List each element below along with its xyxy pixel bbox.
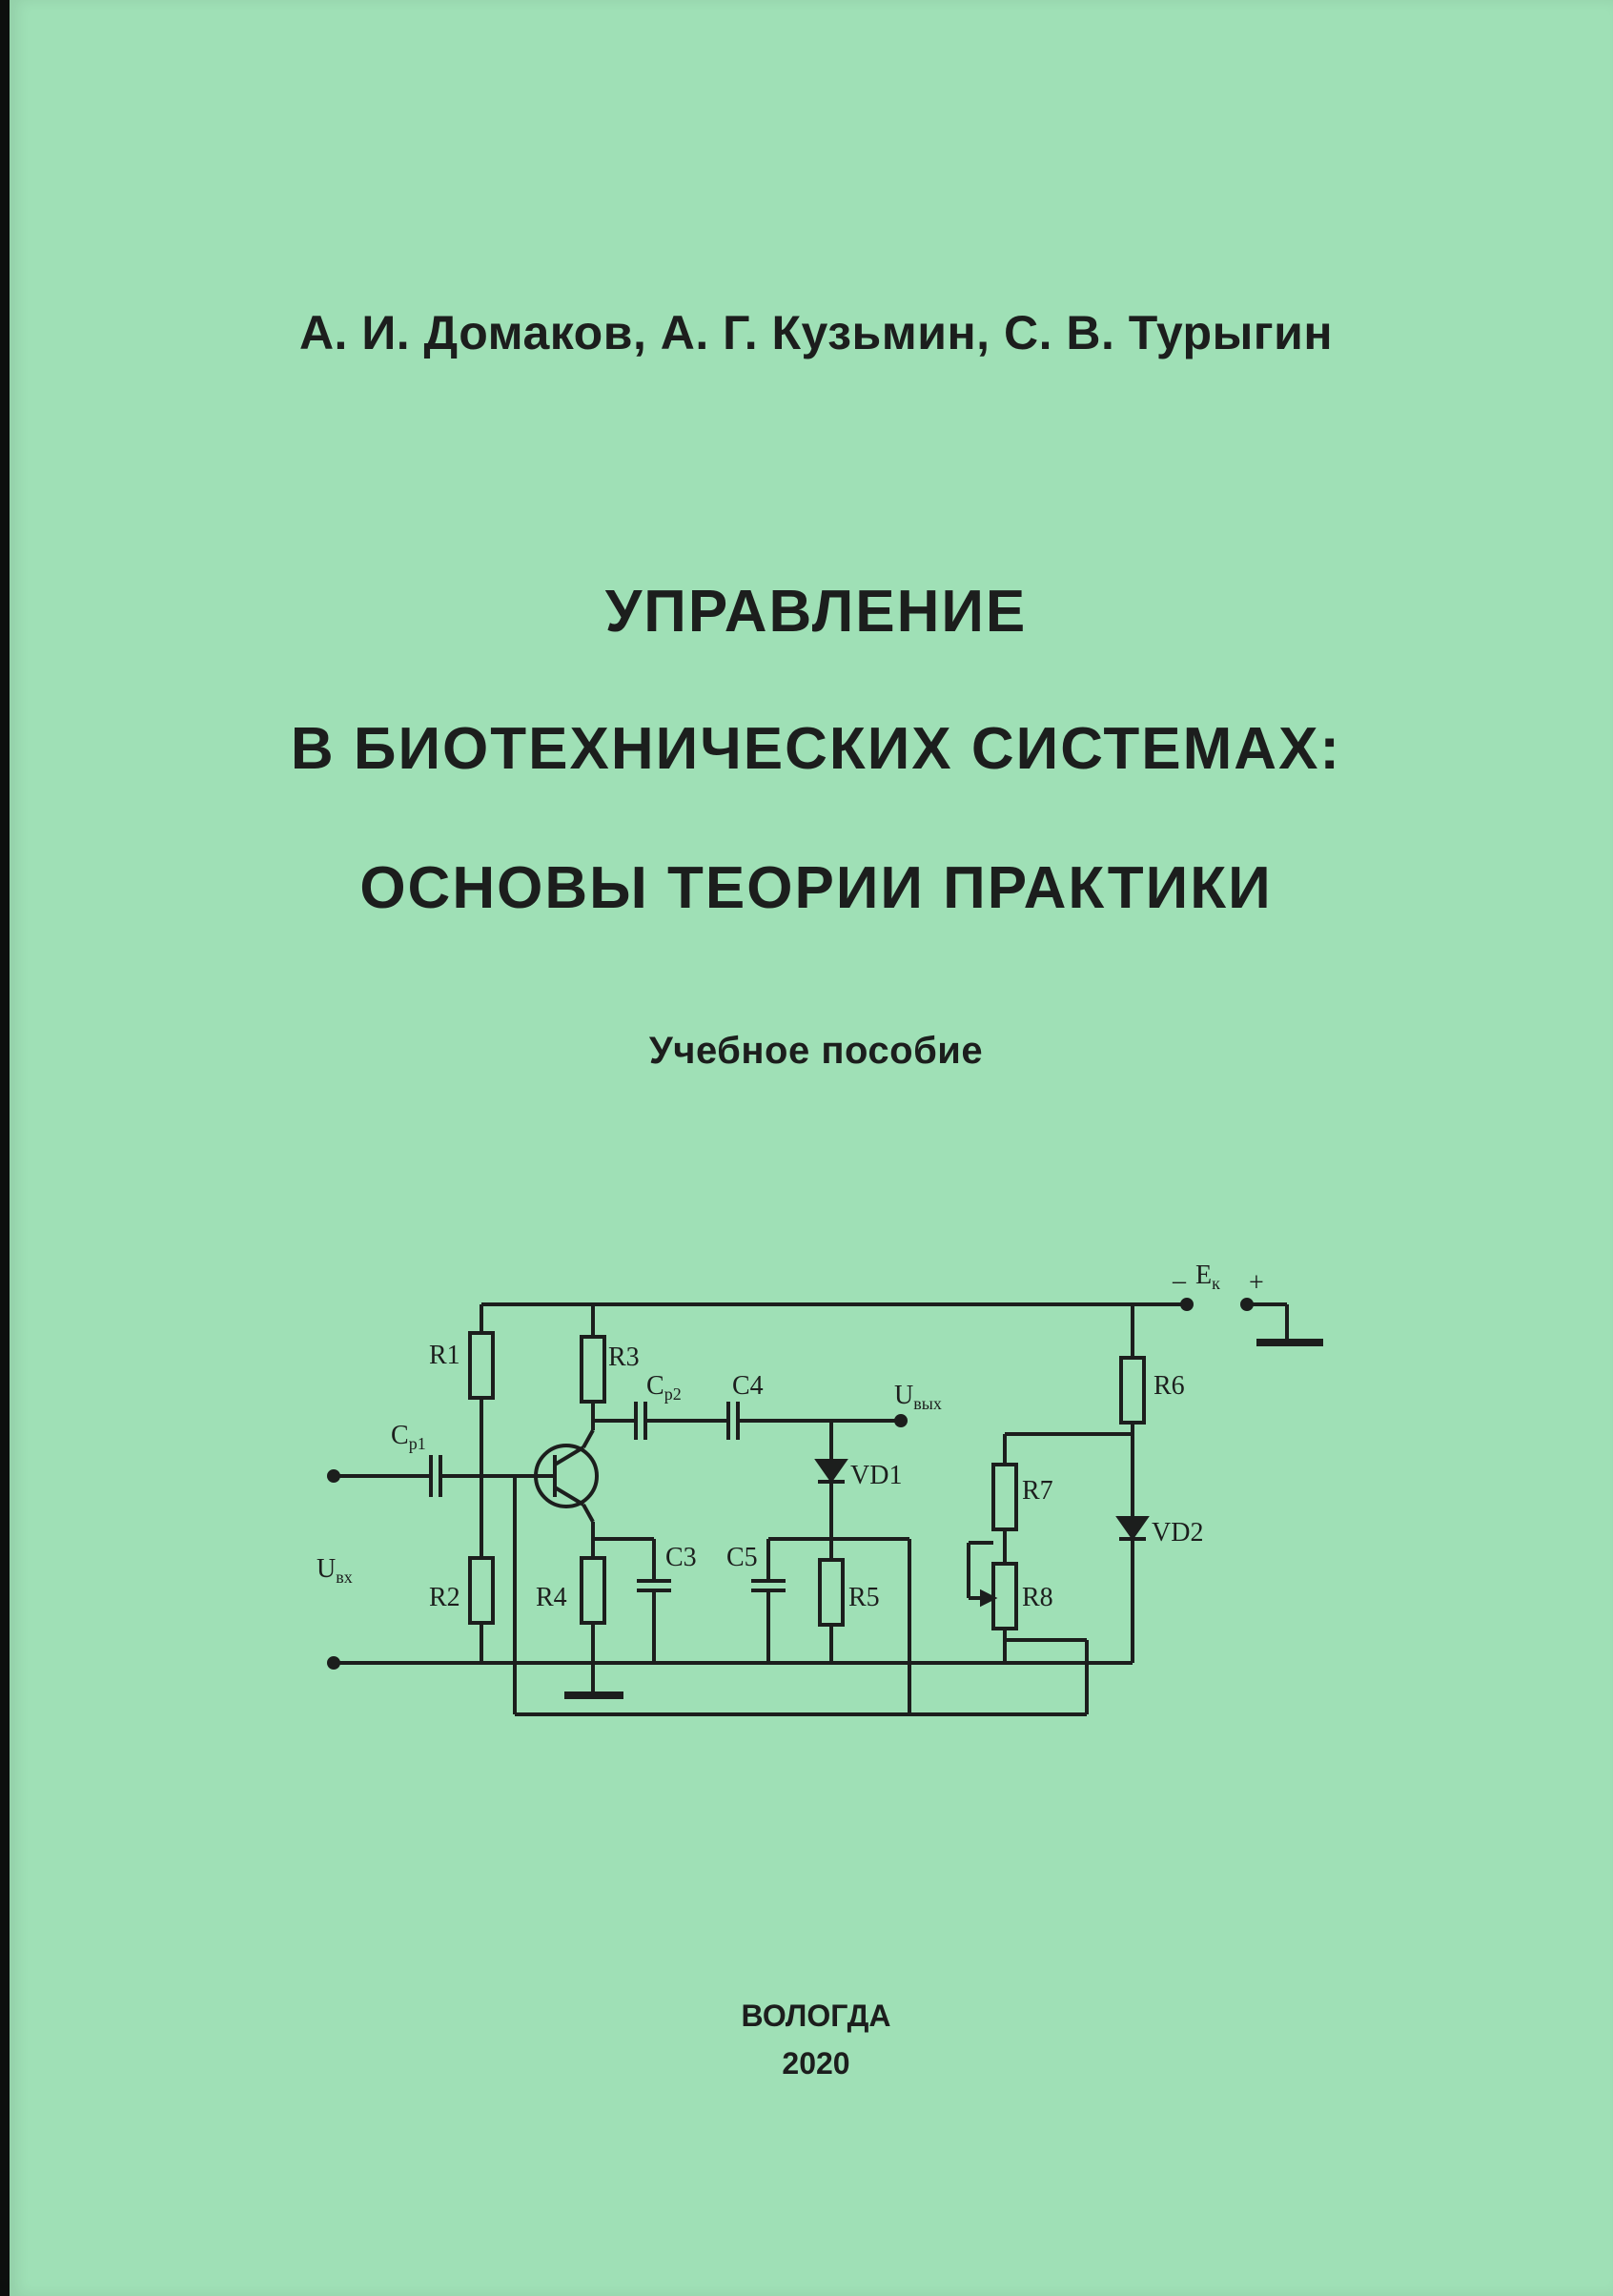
label-minus: – <box>1173 1266 1186 1296</box>
label-cp1: $C_{p1}$ <box>391 1421 426 1453</box>
label-cp2: $C_{p2}$ <box>646 1371 682 1404</box>
label-r2: R2 <box>429 1583 460 1612</box>
subtitle: Учебное пособие <box>648 1030 984 1072</box>
label-r5: R5 <box>848 1583 880 1612</box>
resistor-r8-symbol <box>993 1564 1016 1629</box>
resistor-r3-symbol <box>582 1337 604 1402</box>
label-r8: R8 <box>1022 1583 1053 1612</box>
label-u-out: $U_{вых}$ <box>894 1381 942 1413</box>
label-vd2: VD2 <box>1152 1518 1204 1548</box>
publication-year: 2020 <box>782 2046 850 2081</box>
label-r3: R3 <box>608 1343 640 1372</box>
publication-city: ВОЛОГДА <box>741 1999 891 2033</box>
resistor-r6-symbol <box>1121 1358 1144 1423</box>
label-plus: + <box>1249 1268 1264 1298</box>
label-r7: R7 <box>1022 1476 1053 1506</box>
label-c4: C4 <box>732 1371 764 1401</box>
title-line-1: УПРАВЛЕНИЕ <box>604 579 1028 645</box>
label-c3: C3 <box>665 1543 697 1572</box>
circuit-schematic <box>296 1259 1363 1754</box>
label-c5: C5 <box>726 1543 758 1572</box>
label-r6: R6 <box>1154 1371 1185 1401</box>
resistor-r2-symbol <box>470 1558 493 1623</box>
resistor-r1-symbol <box>470 1333 493 1398</box>
resistor-r5-symbol <box>820 1560 843 1625</box>
label-ek: $E_к$ <box>1195 1261 1220 1293</box>
title-line-3: ОСНОВЫ ТЕОРИИ ПРАКТИКИ <box>359 855 1273 921</box>
resistor-r7-symbol <box>993 1465 1016 1529</box>
title-line-2: В БИОТЕХНИЧЕСКИХ СИСТЕМАХ: <box>290 716 1342 782</box>
label-r4: R4 <box>536 1583 567 1612</box>
authors: А. И. Домаков, А. Г. Кузьмин, С. В. Турыгин <box>298 306 1334 359</box>
book-cover <box>10 0 1613 2296</box>
circuit-wires <box>329 1300 1323 1714</box>
label-u-in: $U_{вх}$ <box>316 1554 353 1587</box>
label-vd1: VD1 <box>850 1461 903 1490</box>
circuit-labels <box>316 1261 1264 1612</box>
label-r1: R1 <box>429 1341 460 1370</box>
resistor-r4-symbol <box>582 1558 604 1623</box>
